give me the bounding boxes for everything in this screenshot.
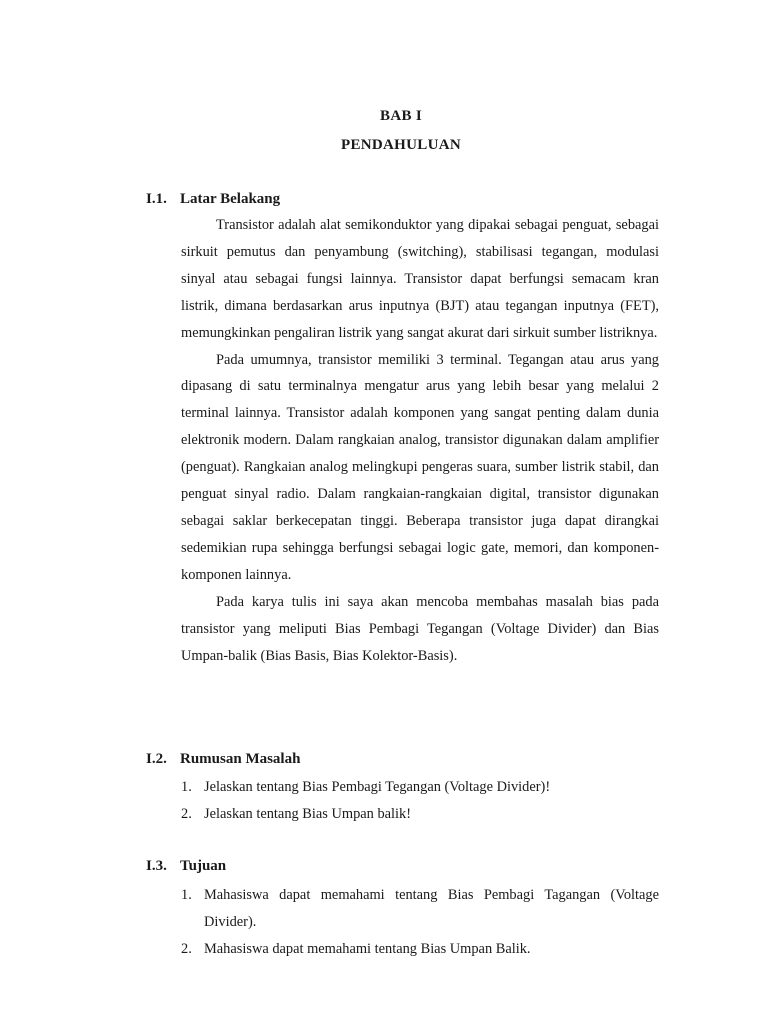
list-item xyxy=(181,774,659,801)
list-marker: 2. xyxy=(181,806,192,822)
section-body-latar-belakang xyxy=(181,212,659,669)
list-marker: 2. xyxy=(181,941,192,957)
section-number: I.2. xyxy=(146,751,167,767)
section-title: Rumusan Masalah xyxy=(180,751,301,767)
section-number: I.1. xyxy=(146,191,167,207)
paragraph: Pada karya tulis ini saya akan mencoba membahas masalah bias pada transistor yang meliputi Bias Pembagi Tegangan (Voltage Divider) dan Bias Umpan-balik (Bias Basis, Bias Kolektor-Basis). xyxy=(181,593,659,664)
paragraph: Transistor adalah alat semikonduktor yang dipakai sebagai penguat, sebagai sirkuit pemutus dan penyambung (switching), stabilisasi tegangan, modulasi sinyal atau sebagai fungsi lainnya. Transistor dapat berfungsi semacam kran listrik, dimana berdasarkan arus inputnya (BJT) atau tegangan inputnya (FET), memungkinkan pengaliran listrik yang sangat akurat dari sirkuit sumber listriknya. xyxy=(181,217,659,341)
list-item-text: Mahasiswa dapat memahami tentang Bias Umpan Balik. xyxy=(204,941,531,957)
chapter-title: PENDAHULUAN xyxy=(341,137,461,153)
list-marker: 1. xyxy=(181,779,192,795)
section-number: I.3. xyxy=(146,858,167,874)
list-item xyxy=(181,936,659,963)
section-title: Latar Belakang xyxy=(180,191,281,207)
list-item-text: Mahasiswa dapat memahami tentang Bias Pembagi Tagangan (Voltage Divider). xyxy=(204,887,659,930)
section-title: Tujuan xyxy=(180,858,227,874)
list-marker: 1. xyxy=(181,887,192,903)
objective-list xyxy=(181,882,659,963)
list-item xyxy=(181,801,659,828)
list-item-text: Jelaskan tentang Bias Pembagi Tegangan (Voltage Divider)! xyxy=(204,779,551,795)
list-item-text: Jelaskan tentang Bias Umpan balik! xyxy=(204,806,412,822)
problem-list xyxy=(181,774,659,828)
section-heading-latar-belakang xyxy=(146,191,280,208)
paragraph: Pada umumnya, transistor memiliki 3 terminal. Tegangan atau arus yang dipasang di satu terminalnya mengatur arus yang lebih besar yang melalui 2 terminal lainnya. Transistor adalah komponen yang sangat penting dalam dunia elektronik modern. Dalam rangkaian analog, transistor digunakan dalam amplifier (penguat). Rangkaian analog melingkupi pengeras suara, sumber listrik stabil, dan penguat sinyal radio. Dalam rangkaian-rangkaian digital, transistor digunakan sebagai saklar berkecepatan tinggi. Beberapa transistor juga dapat dirangkai sedemikian rupa sehingga berfungsi sebagai logic gate, memori, dan komponen-komponen lainnya. xyxy=(181,351,659,583)
section-heading-tujuan xyxy=(146,858,226,875)
section-heading-rumusan-masalah xyxy=(146,751,300,768)
chapter-label: BAB I xyxy=(380,108,422,124)
list-item xyxy=(181,882,659,936)
